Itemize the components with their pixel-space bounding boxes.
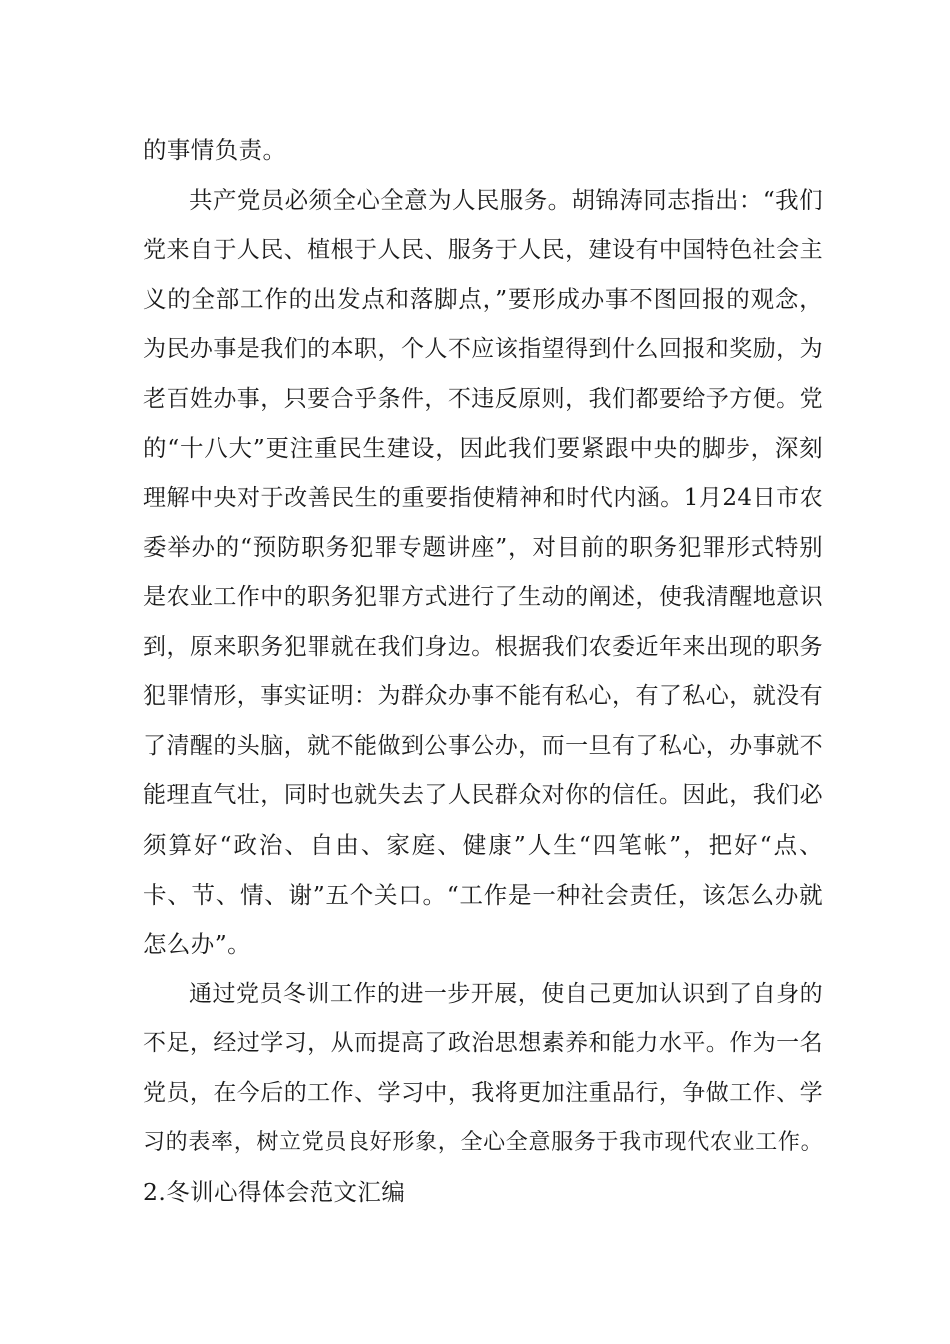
paragraph-first-line: 共产党员必须全心全意为人民服务。胡锦涛同志指出：“我们: [189, 186, 823, 214]
paragraph-first-line: 通过党员冬训工作的进一步开展，使自己更加认识到了自身的: [189, 981, 823, 1007]
text-line: 老百姓办事，只要合乎条件，不违反原则，我们都要给予方便。党: [143, 386, 823, 412]
text-line: 为民办事是我们的本职，个人不应该指望得到什么回报和奖励，为: [143, 336, 823, 362]
text-line: 怎么办”。: [143, 930, 252, 958]
text-line: 的“十八大”更注重民生建设，因此我们要紧跟中央的脚步，深刻: [143, 434, 823, 462]
text-line: 党员，在今后的工作、学习中，我将更加注重品行，争做工作、学: [143, 1080, 823, 1106]
text-line: 卡、节、情、谢”五个关口。“工作是一种社会责任，该怎么办就: [143, 881, 823, 909]
text-line: 的事情负责。: [143, 136, 287, 164]
text-line: 不足，经过学习，从而提高了政治思想素养和能力水平。作为一名: [143, 1030, 823, 1056]
text-line: 到，原来职务犯罪就在我们身边。根据我们农委近年来出现的职务: [143, 634, 823, 660]
text-line: 犯罪情形，事实证明：为群众办事不能有私心，有了私心，就没有: [143, 683, 823, 709]
text-line: 能理直气壮，同时也就失去了人民群众对你的信任。因此，我们必: [143, 782, 823, 808]
text-line: 理解中央对于改善民生的重要指使精神和时代内涵。1月24日市农: [143, 485, 823, 511]
text-line: 委举办的“预防职务犯罪专题讲座”，对目前的职务犯罪形式特别: [143, 533, 823, 561]
text-line: 是农业工作中的职务犯罪方式进行了生动的阐述，使我清醒地意识: [143, 584, 823, 610]
text-line: 习的表率，树立党员良好形象，全心全意服务于我市现代农业工作。: [143, 1130, 823, 1155]
text-line: 党来自于人民、植根于人民、服务于人民，建设有中国特色社会主: [143, 237, 823, 263]
text-line: 须算好“政治、自由、家庭、健康”人生“四笔帐”，把好“点、: [143, 831, 823, 859]
section-heading: 2.冬训心得体会范文汇编: [143, 1178, 406, 1206]
text-line: 了清醒的头脑，就不能做到公事公办，而一旦有了私心，办事就不: [143, 733, 823, 759]
text-line: 义的全部工作的出发点和落脚点，”要形成办事不图回报的观念，: [143, 285, 823, 313]
